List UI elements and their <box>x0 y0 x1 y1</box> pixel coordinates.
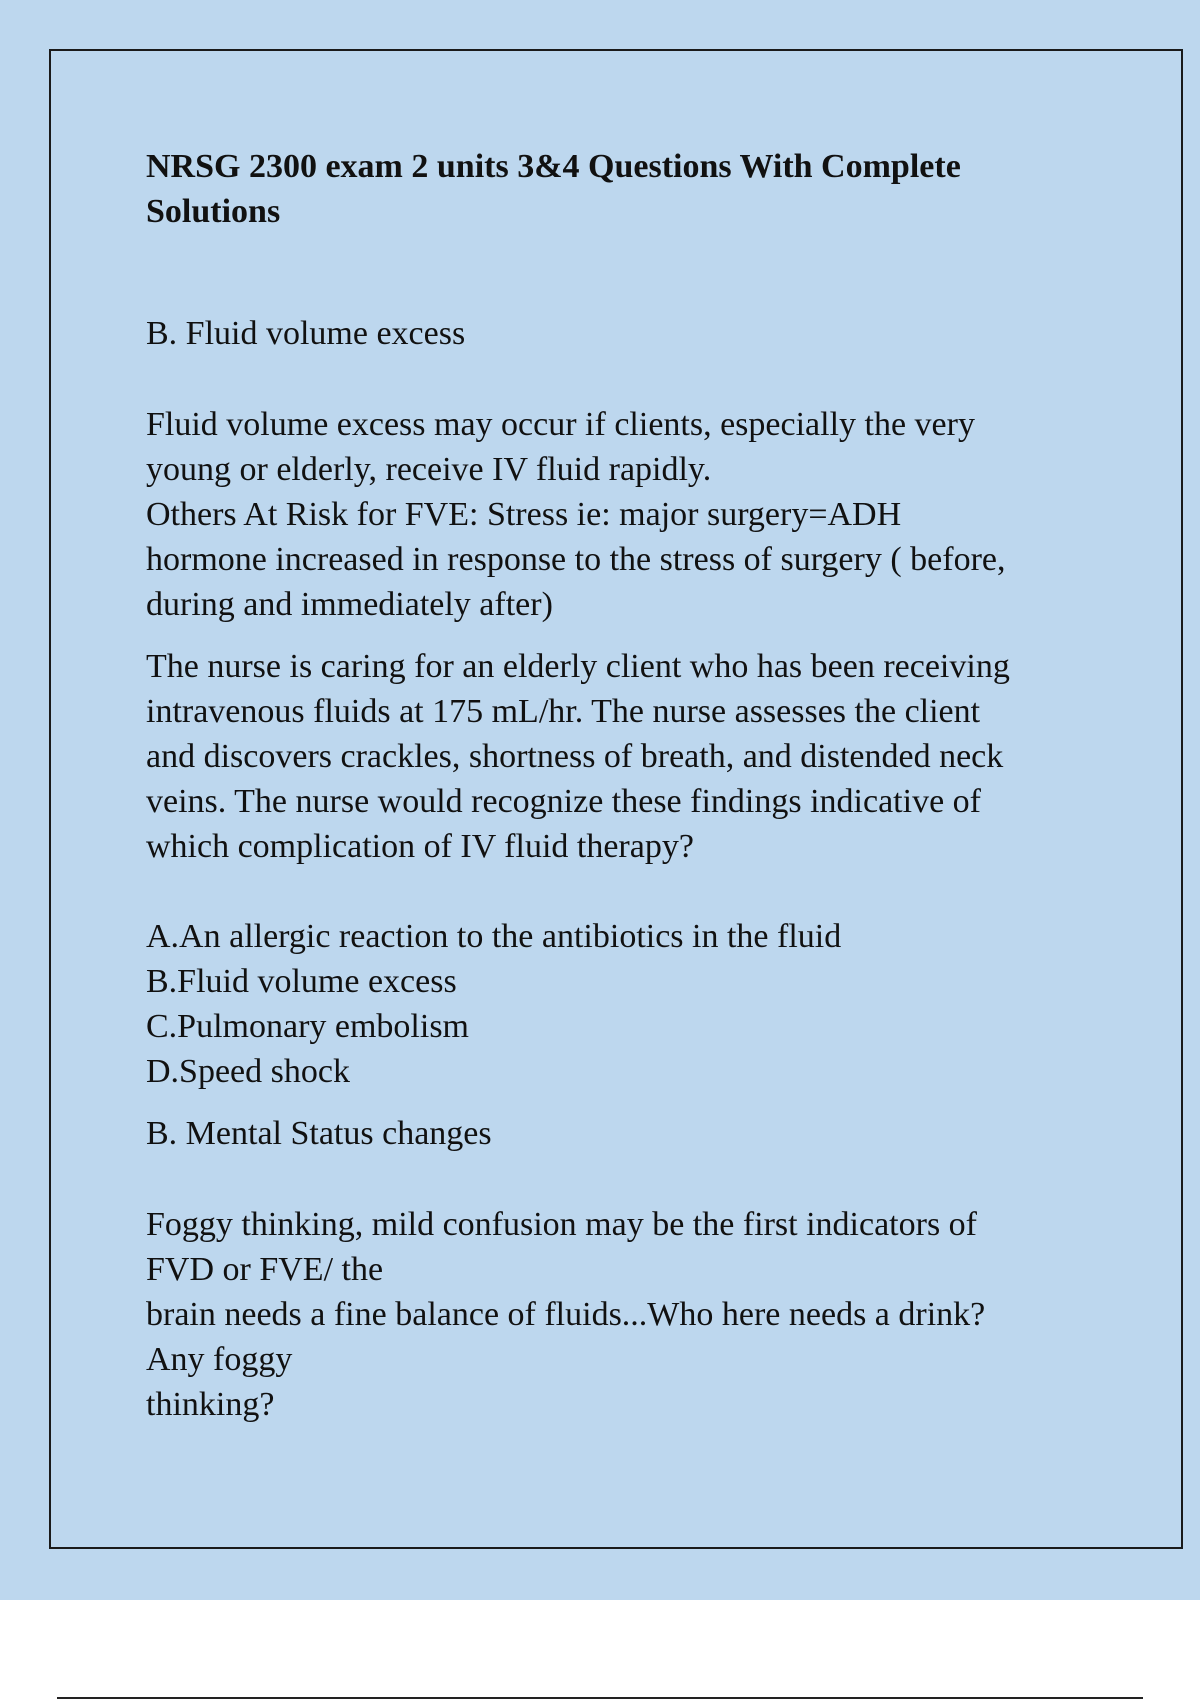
rationale-line: Any foggy <box>146 1341 293 1378</box>
question-line: intravenous fluids at 175 mL/hr. The nurse assesses the client <box>146 693 981 730</box>
rationale-2 <box>146 1202 1096 1427</box>
title-line: NRSG 2300 exam 2 units 3&4 Questions With Complete <box>146 148 961 185</box>
answer-options <box>146 914 1096 1094</box>
option-a: A.An allergic reaction to the antibiotics in the fluid <box>146 918 842 955</box>
rationale-line: Fluid volume excess may occur if clients, especially the very <box>146 406 975 443</box>
document-title <box>146 144 1096 234</box>
rationale-line: Foggy thinking, mild confusion may be the first indicators of <box>146 1206 978 1243</box>
footer-rule <box>57 1697 1143 1699</box>
answer-2 <box>146 1111 1096 1156</box>
option-d: D.Speed shock <box>146 1053 350 1090</box>
option-c: C.Pulmonary embolism <box>146 1008 469 1045</box>
rationale-line: thinking? <box>146 1386 275 1423</box>
rationale-line: during and immediately after) <box>146 586 553 623</box>
answer-text: B. Fluid volume excess <box>146 315 466 352</box>
answer-1 <box>146 311 1096 356</box>
answer-text: B. Mental Status changes <box>146 1115 492 1152</box>
rationale-1 <box>146 402 1096 627</box>
rationale-line: Others At Risk for FVE: Stress ie: major surgery=ADH <box>146 496 902 533</box>
title-line: Solutions <box>146 193 281 230</box>
rationale-line: hormone increased in response to the stress of surgery ( before, <box>146 541 1006 578</box>
question-line: The nurse is caring for an elderly client who has been receiving <box>146 648 1010 685</box>
rationale-line: brain needs a fine balance of fluids...Who here needs a drink? <box>146 1296 986 1333</box>
question <box>146 644 1096 869</box>
rationale-line: young or elderly, receive IV fluid rapidly. <box>146 451 712 488</box>
question-line: and discovers crackles, shortness of breath, and distended neck <box>146 738 1004 775</box>
question-line: which complication of IV fluid therapy? <box>146 828 694 865</box>
option-b: B.Fluid volume excess <box>146 963 457 1000</box>
question-line: veins. The nurse would recognize these findings indicative of <box>146 783 981 820</box>
rationale-line: FVD or FVE/ the <box>146 1251 384 1288</box>
